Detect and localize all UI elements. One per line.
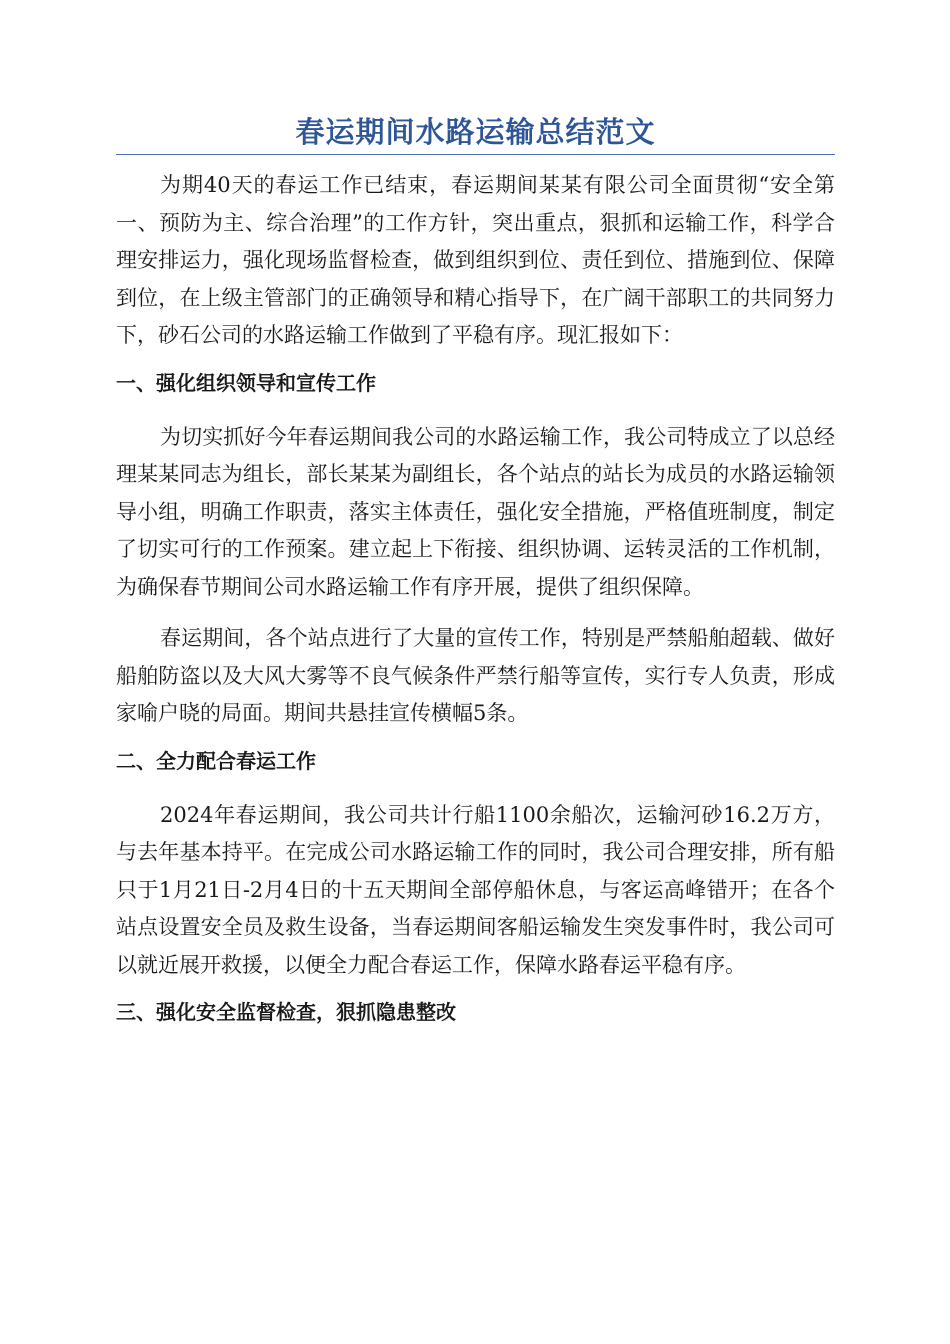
- section-1-paragraph-1: 为切实抓好今年春运期间我公司的水路运输工作，我公司特成立了以总经理某某同志为组长，部长某某为副组长，各个站点的站长为成员的水路运输领导小组，明确工作职责，落实主体责任，强化安全措施，严格值班制度，制定了切实可行的工作预案。建立起上下衔接、组织协调、运转灵活的工作机制，为确保春节期间公司水路运输工作有序开展，提供了组织保障。: [116, 424, 835, 599]
- document-title: 春运期间水路运输总结范文: [295, 115, 656, 149]
- section-heading-3: 三、强化安全监督检查，狠抓隐患整改: [116, 1000, 456, 1024]
- section-heading-1: 一、强化组织领导和宣传工作: [116, 370, 376, 395]
- section-2-paragraph-1: 2024年春运期间，我公司共计行船1100余船次，运输河砂16.2万方，与去年基本持平。在完成公司水路运输工作的同时，我公司合理安排，所有船只于1月21日-2月4日的十五天期间全部停船休息，与客运高峰错开；在各个站点设置安全员及救生设备，当春运期间客船运输发生突发事件时，我公司可以就近展开救援，以便全力配合春运工作，保障水路春运平稳有序。: [116, 802, 835, 977]
- section-1-paragraph-2: 春运期间，各个站点进行了大量的宣传工作，特别是严禁船舶超载、做好船舶防盗以及大风大雾等不良气候条件严禁行船等宣传，实行专人负责，形成家喻户晓的局面。期间共悬挂宣传横幅5条。: [116, 626, 835, 725]
- title-underline: [116, 154, 835, 155]
- document-page: [116, 112, 835, 1048]
- intro-paragraph: 为期40天的春运工作已结束，春运期间某某有限公司全面贯彻“安全第一、预防为主、综合治理”的工作方针，突出重点，狠抓和运输工作，科学合理安排运力，强化现场监督检查，做到组织到位、责任到位、措施到位、保障到位，在上级主管部门的正确领导和精心指导下，在广阔干部职工的共同努力下，砂石公司的水路运输工作做到了平稳有序。现汇报如下：: [116, 173, 835, 347]
- section-heading-2: 二、全力配合春运工作: [116, 748, 316, 773]
